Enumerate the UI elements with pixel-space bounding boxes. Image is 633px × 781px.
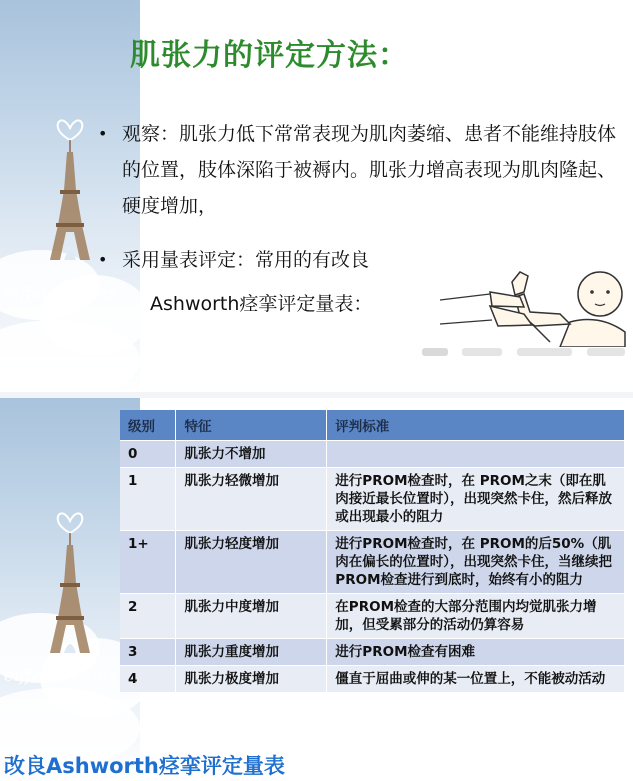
table-row bbox=[120, 441, 625, 468]
cell-criteria: 进行PROM检查有困难 bbox=[327, 639, 625, 666]
bullet-observation bbox=[98, 116, 627, 224]
bullet-marker: • bbox=[98, 250, 108, 269]
bullet-marker: • bbox=[98, 124, 108, 143]
slide-title: 肌张力的评定方法： bbox=[130, 38, 409, 73]
cell-criteria: 进行PROM检查时，在 PROM的后50%（肌肉在偏长的位置时），出现突然卡住，当继续把PROM检查进行到底时，始终有小的阻力 bbox=[327, 531, 625, 594]
cell-feature: 肌张力中度增加 bbox=[176, 594, 327, 639]
cell-grade: 3 bbox=[120, 639, 176, 666]
slide-ashworth-table bbox=[0, 398, 633, 781]
header-grade: 级别 bbox=[120, 410, 176, 441]
cell-grade: 0 bbox=[120, 441, 176, 468]
cell-feature: 肌张力轻度增加 bbox=[176, 531, 327, 594]
cell-feature: 肌张力重度增加 bbox=[176, 639, 327, 666]
header-criteria: 评判标准 bbox=[327, 410, 625, 441]
cell-criteria: 在PROM检查的大部分范围内均觉肌张力增加，但受累部分的活动仍算容易 bbox=[327, 594, 625, 639]
table-row bbox=[120, 594, 625, 639]
decorative-script-text: eiffel dreams bbox=[4, 666, 117, 686]
observation-text: 观察：肌张力低下常常表现为肌肉萎缩、患者不能维持肢体的位置，肢体深陷于被褥内。肌张力增高表现为肌肉隆起、硬度增加， bbox=[122, 123, 617, 217]
watermark-decoration bbox=[422, 344, 627, 358]
cell-feature: 肌张力极度增加 bbox=[176, 666, 327, 693]
ashworth-line: Ashworth痉挛评定量表： bbox=[150, 293, 373, 315]
cell-criteria bbox=[327, 441, 625, 468]
cell-grade: 1+ bbox=[120, 531, 176, 594]
ashworth-grade-table bbox=[120, 410, 625, 692]
therapist-arm-illustration bbox=[420, 262, 630, 347]
table-row bbox=[120, 531, 625, 594]
table-row bbox=[120, 639, 625, 666]
cell-grade: 4 bbox=[120, 666, 176, 693]
cell-feature: 肌张力不增加 bbox=[176, 441, 327, 468]
table-row bbox=[120, 666, 625, 693]
table-header-row bbox=[120, 410, 625, 441]
cell-grade: 2 bbox=[120, 594, 176, 639]
cell-grade: 1 bbox=[120, 468, 176, 531]
table-row bbox=[120, 468, 625, 531]
table-caption: 改良Ashworth痉挛评定量表 bbox=[4, 754, 285, 778]
decorative-script-text: eiffel dreams bbox=[4, 284, 117, 304]
eiffel-tower-illustration bbox=[30, 503, 110, 668]
cell-criteria: 僵直于屈曲或伸的某一位置上，不能被动活动 bbox=[327, 666, 625, 693]
cell-feature: 肌张力轻微增加 bbox=[176, 468, 327, 531]
header-feature: 特征 bbox=[176, 410, 327, 441]
decorative-sidebar bbox=[0, 0, 140, 392]
scale-text: 采用量表评定：常用的有改良 bbox=[122, 249, 370, 271]
cell-criteria: 进行PROM检查时，在 PROM之末（即在肌肉接近最长位置时），出现突然卡住，然后释放或出现最小的阻力 bbox=[327, 468, 625, 531]
decorative-sidebar bbox=[0, 398, 140, 781]
